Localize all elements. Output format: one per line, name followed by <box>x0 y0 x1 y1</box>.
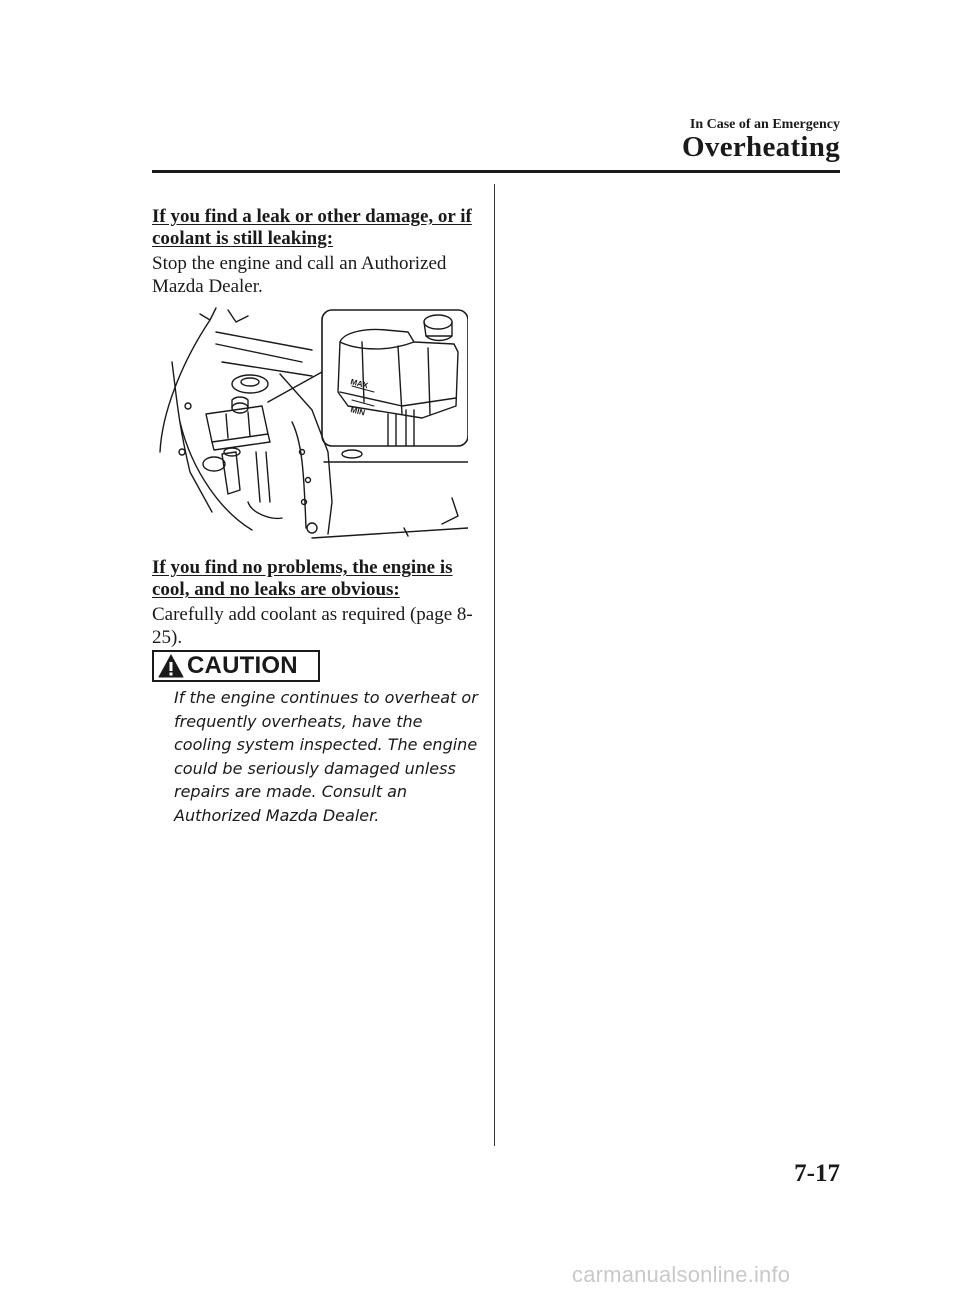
watermark: carmanualsonline.info <box>572 1262 791 1287</box>
caution-label: CAUTION <box>187 652 298 679</box>
leak-instructions: Stop the engine and call an Authorized Mazda Dealer. <box>152 253 447 297</box>
column-divider <box>494 184 495 1146</box>
warning-triangle-icon <box>158 654 184 678</box>
no-problem-heading: If you find no problems, the engine is cool, and no leaks are obvious: <box>152 557 453 600</box>
caution-text: If the engine continues to overheat or frequently overheats, have the cooling system inspected. The engine could be seriously damaged unless repairs are made. Consult an Authorized Mazda Dealer. <box>174 688 478 825</box>
coolant-reservoir-illustration <box>152 302 468 540</box>
page-number: 7-17 <box>794 1160 840 1187</box>
header-rule <box>152 170 840 173</box>
max-mark-label: MAX <box>349 377 369 391</box>
chapter-title: In Case of an Emergency <box>689 117 840 132</box>
min-mark-label: MIN <box>349 405 366 418</box>
leak-heading: If you find a leak or other damage, or if coolant is still leaking: <box>152 206 472 249</box>
add-coolant-instructions: Carefully add coolant as required (page 8-25). <box>152 604 473 648</box>
section-title: Overheating <box>682 131 840 163</box>
